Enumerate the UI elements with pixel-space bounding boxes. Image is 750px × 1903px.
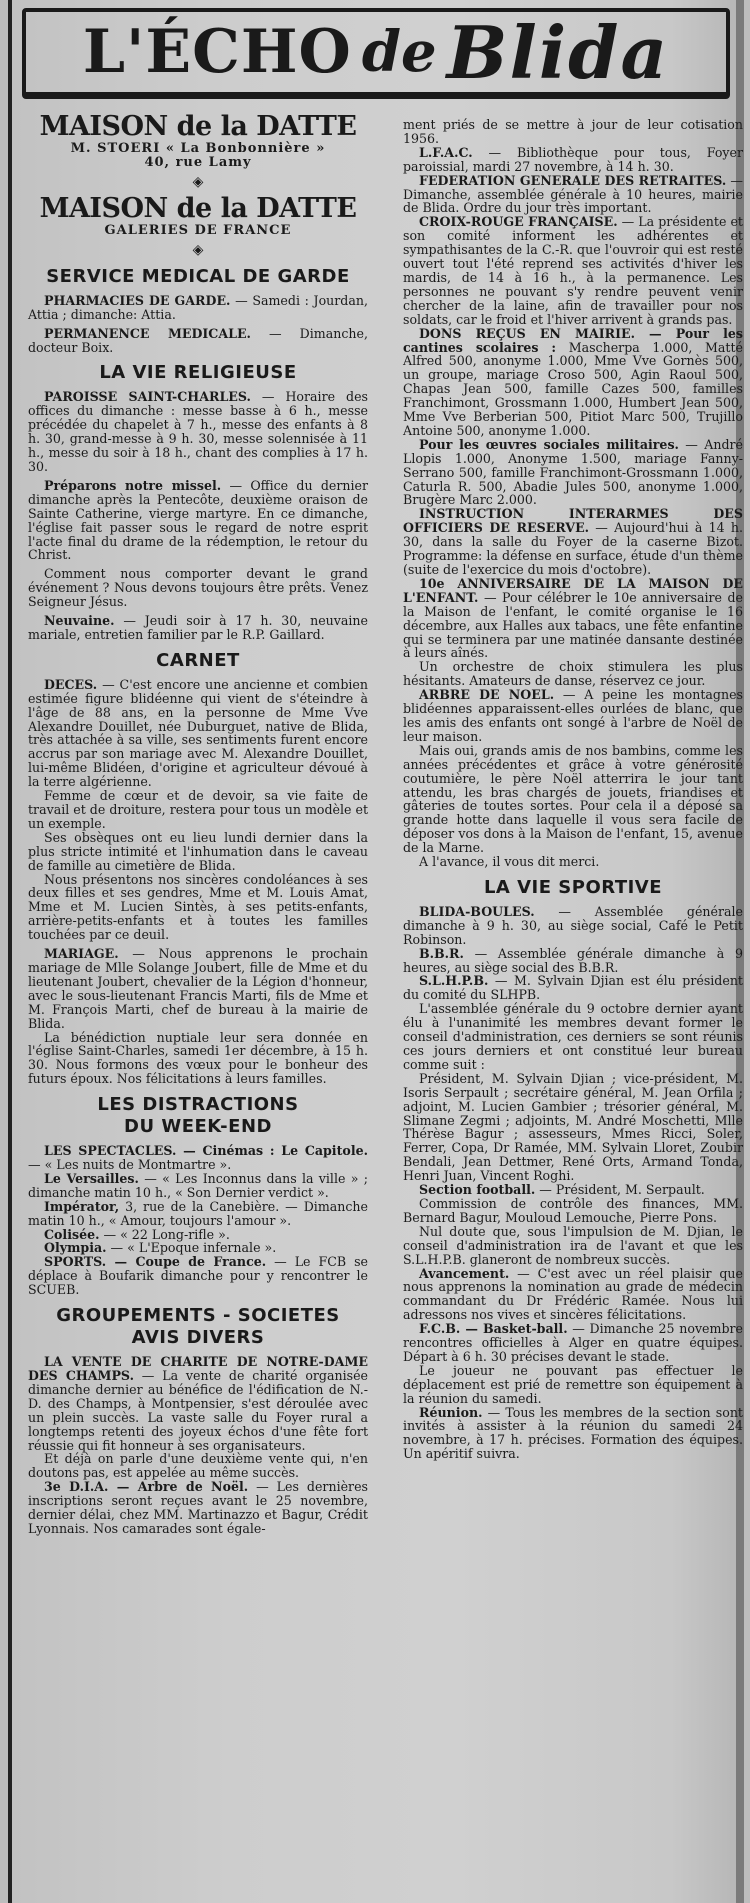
masthead-de: de — [361, 19, 437, 85]
article-lead: Réunion. — [419, 1404, 483, 1420]
article-lead: FEDERATION GENERALE DES RETRAITES. — [419, 172, 727, 188]
article-lead: DONS REÇUS EN MAIRIE. — Pour les cantines scolaires : — [403, 325, 743, 355]
article-text: — « Les nuits de Montmartre ». — [28, 1157, 232, 1173]
article-text: — M. Sylvain Djian est élu président du comité du SLHPB. — [403, 973, 743, 1003]
article-paragraph: L'assemblée générale du 9 octobre dernier ayant élu à l'unanimité les membres devant former le conseil d'administration, ces derniers se sont réunis ces jours derniers et ont constitué leur bureau comme suit : — [403, 1001, 743, 1072]
article-lead: MARIAGE. — [44, 946, 119, 962]
article-paragraph: Et déjà on parle d'une deuxième vente qui, n'en doutons pas, est appelée au même succès. — [28, 1451, 368, 1481]
article-paragraph — [403, 577, 743, 660]
article-lead: CROIX-ROUGE FRANÇAISE. — [419, 214, 618, 230]
article-paragraph — [403, 905, 743, 947]
section-heading — [28, 1094, 368, 1138]
article-lead: 3e D.I.A. — Arbre de Noël. — [44, 1479, 249, 1495]
article-paragraph — [28, 1228, 368, 1242]
article-paragraph — [28, 390, 368, 473]
ad-line: M. STOERI « La Bonbonnière » — [70, 141, 326, 156]
article-paragraph — [403, 1183, 743, 1197]
article-text: — « 22 Long-rifle ». — [99, 1226, 230, 1242]
article-lead: Colisée. — [44, 1226, 100, 1242]
article-text: — Office du dernier dimanche après la Pentecôte, deuxième oraison de Sainte Catherine, vierge martyre. En ce dimanche, l'église fait passer sous le regard de notre esprit l'acte final du drame de la rédemption, le retour du Christ. — [28, 477, 368, 563]
article-text: — Président, M. Serpault. — [535, 1182, 705, 1198]
article-paragraph: Nous présentons nos sincères condoléances à ses deux filles et ses gendres, Mme et M. Louis Amat, Mme et M. Lucien Sintès, à ses petits-enfants, arrière-petits-enfants et à toutes les familles touchées par ce deuil. — [28, 871, 368, 943]
heading-line: GROUPEMENTS - SOCIETES — [56, 1305, 340, 1327]
advertisement-2 — [28, 194, 368, 238]
masthead-blida: Blida — [446, 9, 670, 95]
article-text: — Pour célébrer le 10e anniversaire de la Maison de l'enfant, le comité organise le 16 décembre, aux Halles aux tabacs, une fête enfantine qui se terminera par une matinée dansante destinée à leurs aînés. — [403, 589, 743, 661]
page-border — [8, 0, 12, 1903]
article-paragraph — [403, 1267, 743, 1323]
article-text: — Horaire des offices du dimanche : messe basse à 6 h., messe précédée du chapelet à 7 h., messe des enfants à 8 h. 30, grand-messe à 9 h. 30, messe solennisée à 11 h., messe du soir à 18 h., chant des complies à 17 h. 30. — [28, 389, 368, 474]
article-paragraph — [403, 146, 743, 174]
article-text: — Assemblée générale dimanche à 9 h. 30, au siège social, Café le Petit Robinson. — [403, 903, 743, 947]
article-paragraph — [28, 1355, 368, 1452]
article-paragraph — [403, 947, 743, 975]
article-lead: LES SPECTACLES. — Cinémas : Le Capitole. — [44, 1143, 368, 1159]
article-text: 3, rue de la Canebière. — Dimanche matin 10 h., « Amour, toujours l'amour ». — [28, 1198, 368, 1228]
article-text: — Aujourd'hui à 14 h. 30, dans la salle du Foyer de la caserne Bizot. Programme: la défense en surface, étude d'un thème (suite de l'exercice du mois d'octobre). — [403, 520, 744, 577]
article-lead: B.B.R. — [419, 945, 464, 961]
article-paragraph — [28, 479, 368, 562]
article-paragraph — [28, 947, 368, 1030]
article-text: — A peine les montagnes blidéennes apparaissent-elles ourlées de blanc, que les amis des enfants ont songé à l'arbre de Noël de leur maison. — [403, 687, 743, 744]
article-text: — La présidente et son comité informent les adhérentes et sympathisantes de la C.-R. que l'ouvroir qui est resté ouvert tout l'été reprend ses activités d'hiver les mardis, de 14 à 16 h., à la permanence. Les personnes ne pouvant s'y rendre peuvent venir chercher de la laine, afin de travailler pour nos soldats, car le froid et l'hiver arrivent à grands pas. — [403, 214, 743, 327]
article-paragraph: Un orchestre de choix stimulera les plus hésitants. Amateurs de danse, réservez ce jour. — [403, 659, 743, 689]
left-column — [28, 110, 368, 1536]
article-lead: F.C.B. — Basket-ball. — [419, 1321, 568, 1337]
article-paragraph: Mais oui, grands amis de nos bambins, comme les années précédentes et grâce à votre générosité coutumière, le père Noël atterrira le jour tant attendu, les bras chargés de jouets, friandises et gâteries de toutes sortes. Pour cela il a déposé sa grande hotte dans laquelle il vous sera facile de déposer vos dons à la Maison de l'enfant, 15, avenue de la Marne. — [403, 742, 743, 856]
ad-title: MAISON de la DATTE — [39, 111, 357, 142]
article-text: — Tous les membres de la section sont invités à assister à la réunion du samedi 24 novembre, à 17 h. précises. Formation des équipes. Un apéritif suivra. — [403, 1404, 743, 1462]
article-text: Mascherpa 1.000, Matté Alfred 500, anonyme 1.000, Mme Vve Gornès 500, un groupe, mariage Croso 500, Agin Raoul 500, Chapas Jean 500, famille Cazes 500, familles Franchimont, Grossmann 1.000, Humbert Jean 500, Mme Vve Berberian 500, Pitiot Marc 500, Trujillo Antoine 500, anonyme 1.000. — [403, 339, 744, 438]
article-paragraph — [28, 1241, 368, 1255]
article-lead: ARBRE DE NOEL. — [419, 687, 555, 703]
article-paragraph: Nul doute que, sous l'impulsion de M. Djian, le conseil d'administration ira de l'avant et que les S.L.H.P.B. glaneront de nombreux succès. — [403, 1223, 743, 1267]
article-text: — La vente de charité organisée dimanche dernier au bénéfice de l'édification de N.-D. des Champs, à Montpensier, s'est déroulée avec un plein succès. La vaste salle du Foyer rural a longtemps retenti des joyeux échos d'une fête fort réussie qui fit honneur à ses organisateurs. — [28, 1368, 369, 1453]
article-lead: Section football. — [419, 1182, 536, 1198]
article-lead: L.F.A.C. — [419, 144, 473, 160]
right-column — [403, 118, 743, 1461]
article-lead: INSTRUCTION INTERARMES DES OFFICIERS DE RESERVE. — [403, 506, 743, 536]
heading-line: AVIS DIVERS — [131, 1327, 265, 1349]
article-paragraph — [28, 1144, 368, 1172]
article-paragraph — [28, 1172, 368, 1200]
article-paragraph — [28, 614, 368, 642]
article-paragraph — [403, 507, 743, 577]
article-paragraph — [28, 294, 368, 322]
article-paragraph: Le joueur ne pouvant pas effectuer le déplacement est prié de remettre son équipement à la réunion du samedi. — [403, 1362, 743, 1406]
article-paragraph — [403, 688, 743, 744]
article-paragraph: Comment nous comporter devant le grand événement ? Nous devons toujours être prêts. Venez Seigneur Jésus. — [28, 566, 368, 610]
article-paragraph — [28, 1200, 368, 1228]
article-paragraph — [403, 1406, 743, 1462]
article-lead: S.L.H.P.B. — [419, 973, 489, 989]
article-lead: Neuvaine. — [44, 613, 115, 629]
article-text: — Les dernières inscriptions seront reçues avant le 25 novembre, dernier délai, chez MM. Martinazzo et Bagur, Crédit Lyonnais. Nos camarades sont égale- — [28, 1479, 368, 1536]
article-lead: 10e ANNIVERSAIRE DE LA MAISON DE L'ENFANT. — [403, 575, 743, 605]
article-paragraph: Femme de cœur et de devoir, sa vie faite de travail et de droiture, restera pour tous un modèle et un exemple. — [28, 788, 368, 831]
article-lead: Préparons notre missel. — [44, 477, 222, 493]
newspaper-page — [8, 0, 744, 1903]
article-text: — Nous apprenons le prochain mariage de Mlle Solange Joubert, fille de Mme et du lieutenant Joubert, chevalier de la Légion d'honneur, avec le sous-lieutenant Francis Marti, fils de Mme et M. François Marti, chef de bureau à la mairie de Blida. — [28, 946, 368, 1031]
section-heading: LA VIE SPORTIVE — [483, 876, 663, 898]
article-text: — Jeudi soir à 17 h. 30, neuvaine mariale, entretien familier par le R.P. Gaillard. — [28, 613, 368, 642]
article-paragraph: La bénédiction nuptiale leur sera donnée en l'église Saint-Charles, samedi 1er décembre, à 15 h. 30. Nous formons des vœux pour le bonheur des futurs époux. Nos félicitations à leurs familles. — [28, 1029, 368, 1087]
article-paragraph — [28, 327, 368, 355]
article-paragraph: Ses obsèques ont eu lieu lundi dernier dans la plus stricte intimité et l'inhumation dans le caveau de famille au cimetière de Blida. — [28, 829, 368, 873]
section-heading: LA VIE RELIGIEUSE — [99, 362, 297, 384]
article-paragraph — [403, 215, 743, 326]
article-lead: DECES. — [44, 676, 98, 692]
article-lead: Le Versailles. — [44, 1170, 139, 1186]
article-paragraph — [403, 174, 743, 216]
article-text: — C'est encore une ancienne et combien estimée figure blidéenne qui vient de s'éteindre à l'âge de 88 ans, en la personne de Mme Vve Alexandre Douillet, née Duburguet, native de Blida, très attachée à sa ville, ses sentiments furent encore accrus par son mariage avec M. Alexandre Douillet, lui-même Blidéen, d'origine et agriculteur dévoué à la terre algérienne. — [28, 676, 368, 790]
article-text: — Bibliothèque pour tous, Foyer paroissial, mardi 27 novembre, à 14 h. 30. — [403, 144, 743, 174]
article-paragraph — [403, 327, 743, 438]
article-paragraph — [403, 438, 743, 508]
article-text: — Dimanche 25 novembre rencontres officielles à Alger en quatre équipes. Départ à 6 h. 30 précises devant le stade. — [403, 1321, 743, 1364]
article-lead: PERMANENCE MEDICALE. — [44, 325, 251, 341]
article-paragraph: A l'avance, il vous dit merci. — [419, 854, 600, 870]
heading-line: LES DISTRACTIONS — [97, 1094, 299, 1116]
section-heading — [28, 1305, 368, 1349]
article-paragraph — [403, 1322, 743, 1364]
diamond-ornament-icon: ◈ — [192, 241, 204, 258]
article-continuation: ment priés de se mettre à jour de leur cotisation 1956. — [403, 117, 743, 146]
article-lead: Pour les œuvres sociales militaires. — [419, 436, 679, 452]
article-text: — C'est avec un réel plaisir que nous apprenons la nomination au grade de médecin commandant du Dr Frédéric Ramée. Nous lui adressons nos vives et sincères félicitations. — [403, 1265, 743, 1323]
article-lead: SPORTS. — Coupe de France. — [44, 1254, 267, 1270]
article-paragraph — [403, 974, 743, 1002]
article-paragraph — [28, 1480, 368, 1536]
article-lead: PAROISSE SAINT-CHARLES. — [44, 389, 251, 405]
heading-line: DU WEEK-END — [124, 1116, 272, 1138]
article-text: — Dimanche, docteur Boix. — [28, 325, 368, 355]
article-text: — Dimanche, assemblée générale à 10 heures, mairie de Blida. Ordre du jour très important. — [403, 172, 743, 216]
article-lead: BLIDA-BOULES. — [419, 903, 535, 919]
article-lead: LA VENTE DE CHARITE DE NOTRE-DAME DES CHAMPS. — [28, 1354, 368, 1383]
section-heading: CARNET — [156, 649, 240, 671]
article-paragraph: Commission de contrôle des finances, MM. Bernard Bagur, Mouloud Lemouche, Pierre Pons. — [403, 1195, 743, 1225]
advertisement-1 — [28, 112, 368, 170]
article-lead: Impérator, — [44, 1198, 120, 1214]
article-lead: Avancement. — [419, 1265, 510, 1281]
article-lead: Olympia. — [44, 1240, 107, 1256]
section-heading: SERVICE MEDICAL DE GARDE — [46, 265, 350, 287]
article-paragraph — [28, 1255, 368, 1297]
article-text: — « Les Inconnus dans la ville » ; dimanche matin 10 h., « Son Dernier verdict ». — [28, 1170, 368, 1200]
ad-address: 40, rue Lamy — [144, 155, 252, 170]
article-paragraph: Président, M. Sylvain Djian ; vice-président, M. Isoris Serpault ; secrétaire général, M. Jean Orfila ; adjoint, M. Lucien Gambier ; trésorier général, M. Slimane Zegmi ; adjoints, M. André Moschetti, Mlle Thérèse Bagur ; assesseurs, Mmes Ricci, Soler, Ferrer, Copa, Dr Ramée, MM. Sylvain Lloret, Zoubir Bendali, Jean Dettmer, René Orts, Armand Tonda, Henri Juan, Vincent Roghi. — [403, 1070, 743, 1184]
article-text: — Samedi : Jourdan, Attia ; dimanche: Attia. — [28, 292, 368, 322]
ad-title: MAISON de la DATTE — [39, 192, 357, 224]
article-lead: PHARMACIES DE GARDE. — [44, 292, 231, 308]
article-text: — Le FCB se déplace à Boufarik dimanche pour y rencontrer le SCUEB. — [28, 1254, 369, 1298]
masthead-echo: L'ÉCHO — [82, 17, 352, 87]
article-text: — « L'Epoque infernale ». — [106, 1240, 277, 1256]
article-text: — Assemblée générale dimanche à 9 heures, au siège social des B.B.R. — [403, 945, 743, 975]
masthead — [22, 8, 730, 99]
diamond-ornament-icon: ◈ — [192, 174, 204, 190]
article-text: — André Llopis 1.000, Anonyme 1.500, mariage Fanny-Serrano 500, famille Franchimont-Grossmann 1.000, Caturla R. 500, Abadie Jules 500, anonyme 1.000, Brugère Marc 2.000. — [403, 436, 743, 508]
article-paragraph — [28, 678, 368, 789]
ad-line: GALERIES DE FRANCE — [104, 222, 292, 238]
